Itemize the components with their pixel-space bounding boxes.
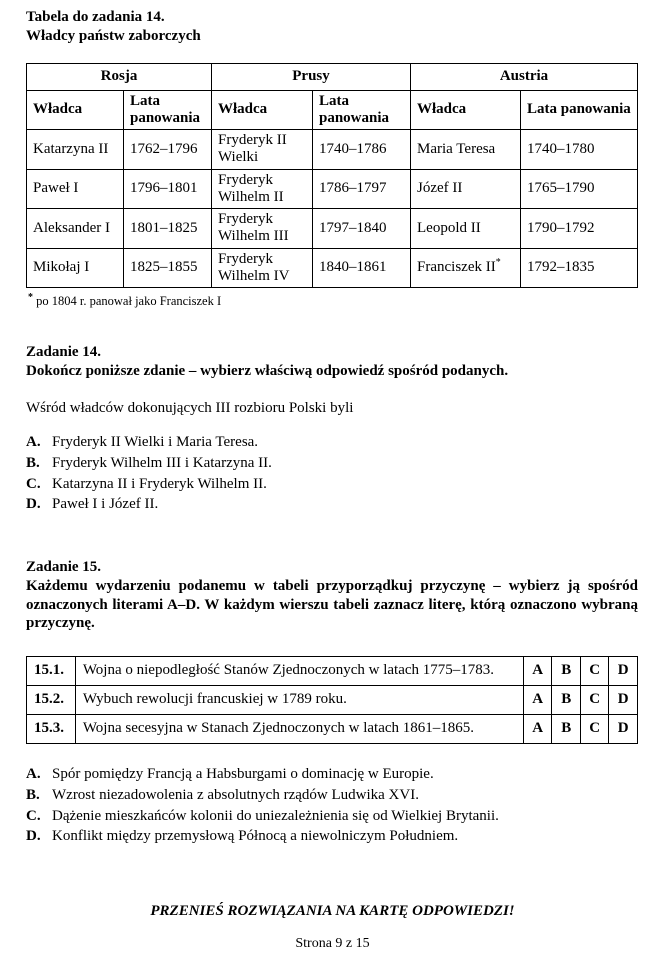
col-header-wladca: Władca [411, 90, 521, 130]
task14-options [26, 433, 638, 514]
matching-row [27, 657, 638, 686]
footnote-text: po 1804 r. panował jako Franciszek I [33, 294, 222, 309]
col-header-wladca: Władca [212, 90, 313, 130]
choice-cell-d[interactable]: D [609, 657, 638, 686]
task14-option-c[interactable] [26, 475, 638, 494]
choice-cell-c[interactable]: C [580, 715, 609, 744]
matching-table [26, 656, 638, 744]
footnote-reference: * [495, 257, 501, 269]
option-text: Fryderyk II Wielki i Maria Teresa. [52, 434, 259, 451]
cause-d [26, 827, 638, 846]
task14-option-b[interactable] [26, 454, 638, 473]
option-letter: B. [26, 786, 40, 803]
option-letter: B. [26, 454, 40, 471]
option-text: Paweł I i Józef II. [52, 496, 159, 513]
table-row [27, 169, 638, 209]
choice-cell-b[interactable]: B [552, 657, 580, 686]
reign-years-cell: 1740–1786 [313, 130, 411, 170]
col-header-lata: Lata panowania [124, 90, 212, 130]
task-15 [26, 558, 638, 846]
task15-title: Zadanie 15. [26, 559, 102, 576]
ruler-name-cell: Fryderyk Wilhelm IV [212, 248, 313, 288]
matching-row [27, 686, 638, 715]
option-letter: C. [26, 475, 41, 492]
transfer-instruction: PRZENIEŚ ROZWIĄZANIA NA KARTĘ ODPOWIEDZI! [150, 903, 515, 920]
option-text: Konflikt między przemysłową Północą a niewolniczym Południem. [52, 828, 459, 845]
option-letter: C. [26, 807, 41, 824]
matching-row [27, 715, 638, 744]
row-number: 15.1. [27, 657, 76, 686]
option-text: Wzrost niezadowolenia z absolutnych rządów Ludwika XVI. [52, 786, 419, 803]
choice-cell-b[interactable]: B [552, 686, 580, 715]
table-caption [26, 8, 638, 46]
reign-years-cell: 1792–1835 [521, 248, 638, 288]
option-letter: D. [26, 496, 41, 513]
group-header-austria: Austria [411, 63, 638, 90]
table-footnote [26, 292, 638, 310]
group-header-row [27, 63, 638, 90]
choice-cell-c[interactable]: C [580, 686, 609, 715]
reign-years-cell: 1740–1780 [521, 130, 638, 170]
reign-years-cell: 1765–1790 [521, 169, 638, 209]
rulers-table [26, 63, 638, 289]
ruler-name-cell: Mikołaj I [27, 248, 124, 288]
task14-instruction: Dokończ poniższe zdanie – wybierz właściwą odpowiedź spośród podanych. [26, 362, 509, 379]
choice-cell-a[interactable]: A [523, 715, 552, 744]
col-header-lata: Lata panowania [313, 90, 411, 130]
reign-years-cell: 1825–1855 [124, 248, 212, 288]
task14-title: Zadanie 14. [26, 343, 102, 360]
option-text: Spór pomiędzy Francją a Habsburgami o dominację w Europie. [52, 766, 434, 783]
group-header-rosja: Rosja [27, 63, 212, 90]
footnote-marker: * [28, 292, 33, 303]
event-text: Wojna o niepodległość Stanów Zjednoczonych w latach 1775–1783. [75, 657, 523, 686]
table-row [27, 248, 638, 288]
row-number: 15.2. [27, 686, 76, 715]
row-number: 15.3. [27, 715, 76, 744]
reign-years-cell: 1796–1801 [124, 169, 212, 209]
ruler-name-cell: Aleksander I [27, 209, 124, 249]
choice-cell-c[interactable]: C [580, 657, 609, 686]
task-14 [26, 343, 638, 514]
ruler-name-cell: Józef II [411, 169, 521, 209]
reign-years-cell: 1840–1861 [313, 248, 411, 288]
col-header-lata: Lata panowania [521, 90, 638, 130]
option-letter: A. [26, 434, 41, 451]
ruler-name-cell: Fryderyk II Wielki [212, 130, 313, 170]
choice-cell-b[interactable]: B [552, 715, 580, 744]
column-header-row [27, 90, 638, 130]
option-letter: A. [26, 766, 41, 783]
choice-cell-d[interactable]: D [609, 715, 638, 744]
table-caption-line1: Tabela do zadania 14. [26, 9, 165, 25]
ruler-name-cell: Paweł I [27, 169, 124, 209]
choice-cell-a[interactable]: A [523, 686, 552, 715]
reign-years-cell: 1790–1792 [521, 209, 638, 249]
option-text: Katarzyna II i Fryderyk Wilhelm II. [52, 475, 267, 492]
task14-option-d[interactable] [26, 495, 638, 514]
cause-c [26, 807, 638, 826]
reign-years-cell: 1762–1796 [124, 130, 212, 170]
table-row [27, 209, 638, 249]
table-row [27, 130, 638, 170]
reign-years-cell: 1786–1797 [313, 169, 411, 209]
ruler-name: Franciszek II [417, 259, 496, 276]
ruler-name-cell [411, 248, 521, 288]
ruler-name-cell: Katarzyna II [27, 130, 124, 170]
task14-stem: Wśród władców dokonujących III rozbioru Polski byli [26, 400, 354, 417]
option-letter: D. [26, 828, 41, 845]
choice-cell-d[interactable]: D [609, 686, 638, 715]
event-text: Wojna secesyjna w Stanach Zjednoczonych w latach 1861–1865. [75, 715, 523, 744]
table-caption-line2: Władcy państw zaborczych [26, 27, 201, 44]
event-text: Wybuch rewolucji francuskiej w 1789 roku. [75, 686, 523, 715]
choice-cell-a[interactable]: A [523, 657, 552, 686]
ruler-name-cell: Maria Teresa [411, 130, 521, 170]
option-text: Dążenie mieszkańców kolonii do uniezależnienia się od Wielkiej Brytanii. [52, 807, 499, 824]
option-text: Fryderyk Wilhelm III i Katarzyna II. [52, 454, 272, 471]
ruler-name-cell: Fryderyk Wilhelm III [212, 209, 313, 249]
task15-causes [26, 765, 638, 846]
cause-a [26, 765, 638, 784]
ruler-name-cell: Fryderyk Wilhelm II [212, 169, 313, 209]
reign-years-cell: 1801–1825 [124, 209, 212, 249]
cause-b [26, 786, 638, 805]
ruler-name-cell: Leopold II [411, 209, 521, 249]
group-header-prusy: Prusy [212, 63, 411, 90]
page-number: Strona 9 z 15 [295, 935, 370, 951]
reign-years-cell: 1797–1840 [313, 209, 411, 249]
task14-option-a[interactable] [26, 433, 638, 452]
task15-instruction: Każdemu wydarzeniu podanemu w tabeli przyporządkuj przyczynę – wybierz ją spośród oznaczonych literami A–D. W każdym wierszu tabeli zaznacz literę, którą oznaczono wybraną przyczynę. [26, 577, 638, 632]
col-header-wladca: Władca [27, 90, 124, 130]
